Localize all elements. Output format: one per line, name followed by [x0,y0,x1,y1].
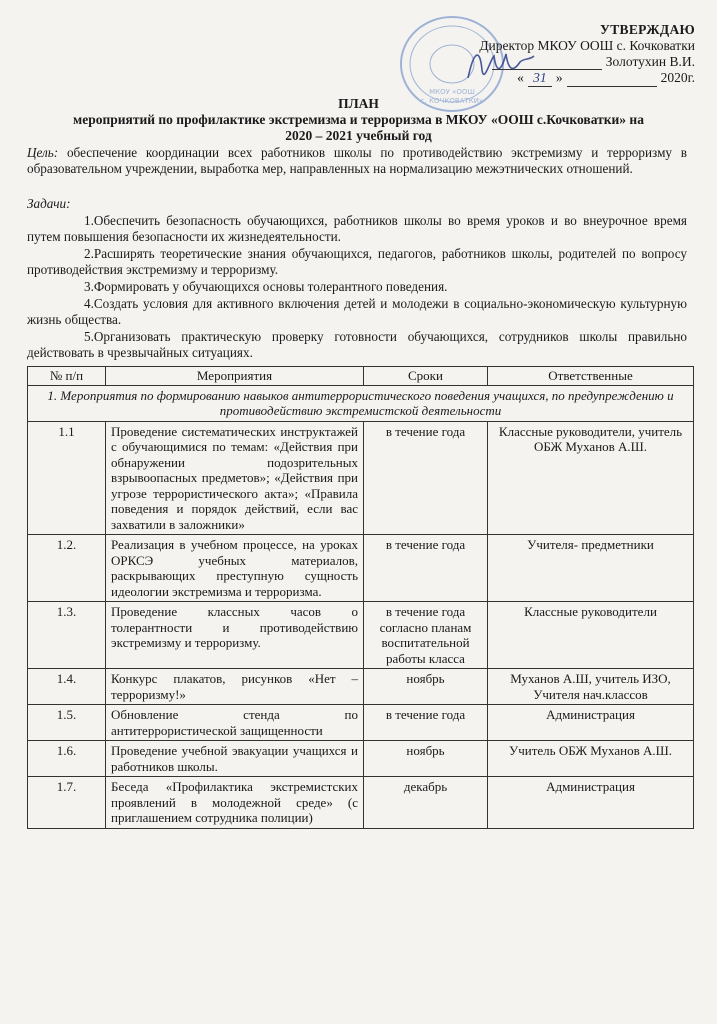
row-number: 1.4. [28,669,106,705]
date-close-quote: » [555,70,563,85]
row-date: декабрь [364,777,488,829]
plan-subtitle: мероприятий по профилактике экстремизма и терроризма в МКОУ «ООШ с.Кочковатки» на [73,112,644,127]
header-responsible: Ответственные [488,367,694,386]
row-responsible: Классные руководители, учитель ОБЖ Муханов А.Ш. [488,421,694,535]
row-activity: Проведение систематических инструктажей с обучающимися по темам: «Действия при обнаружении подозрительных взрывоопасных предметов»; «Действия при угрозе террористического акта»; «Правила поведения и порядок действий, если вас захватили в заложники» [106,421,364,535]
row-number: 1.3. [28,602,106,669]
header-activities: Мероприятия [106,367,364,386]
row-responsible: Классные руководители [488,602,694,669]
svg-text:МКОУ «ООШ: МКОУ «ООШ [429,88,475,96]
handwritten-signature [460,40,540,90]
row-number: 1.5. [28,705,106,741]
table-row [28,669,694,705]
row-responsible: Администрация [488,777,694,829]
plan-table [27,366,694,829]
task-item: 3.Формировать у обучающихся основы толерантного поведения. [84,279,448,294]
task-item: 2.Расширять теоретические знания обучающихся, педагогов, работников школы, родителей по вопросу противодействия экстремизму и терроризму. [27,246,687,277]
plan-year: 2020 – 2021 учебный год [285,128,432,143]
plan-title: ПЛАН [338,96,379,111]
table-row [28,421,694,535]
header-dates: Сроки [364,367,488,386]
row-date: в течение года [364,705,488,741]
row-number: 1.6. [28,741,106,777]
row-date: в течение года согласно планам воспитательной работы класса [364,602,488,669]
approval-position: Директор МКОУ ООШ с. Кочковатки [479,38,695,53]
row-responsible: Муханов А.Ш, учитель ИЗО, Учителя нач.классов [488,669,694,705]
row-date: в течение года [364,535,488,602]
row-activity: Конкурс плакатов, рисунков «Нет – терроризму!» [106,669,364,705]
section-row [28,385,694,421]
goal-paragraph [27,145,687,177]
task-item: 5.Организовать практическую проверку готовности обучающихся, сотрудников школы правильно действовать в чрезвычайных ситуациях. [27,329,687,360]
table-header-row [28,367,694,386]
table-row [28,602,694,669]
table-row [28,741,694,777]
row-activity: Обновление стенда по антитеррористической защищенности [106,705,364,741]
row-activity: Проведение классных часов о толерантности и противодействию экстремизму и терроризму. [106,602,364,669]
row-number: 1.1 [28,421,106,535]
row-activity: Беседа «Профилактика экстремистских проявлений в молодежной среде» (с приглашением сотрудника полиции) [106,777,364,829]
row-activity: Проведение учебной эвакуации учащихся и работников школы. [106,741,364,777]
row-responsible: Администрация [488,705,694,741]
row-date: в течение года [364,421,488,535]
header-number: № п/п [28,367,106,386]
row-number: 1.7. [28,777,106,829]
row-date: ноябрь [364,741,488,777]
goal-text: обеспечение координации всех работников школы по противодействию экстремизму и терроризму в образовательном учреждении, выработка мер, направленных на нормализацию межэтнических отношений. [27,145,687,176]
approval-title: УТВЕРЖДАЮ [600,22,695,37]
section-title: 1. Мероприятия по формированию навыков антитеррористического поведения учащихся, по предупреждению и противодействию экстремистской деятельности [28,385,694,421]
row-responsible: Учитель ОБЖ Муханов А.Ш. [488,741,694,777]
date-open-quote: « [517,70,524,85]
date-year: 2020г. [660,70,695,85]
table-row [28,777,694,829]
date-day: 31 [528,70,552,87]
goal-label: Цель: [27,145,59,160]
task-item: 1.Обеспечить безопасность обучающихся, работников школы во время уроков и во внеурочное время путем повышения безопасности их жизнедеятельности. [27,213,687,244]
svg-text:с. КОЧКОВАТКИ»: с. КОЧКОВАТКИ» [420,97,484,105]
table-row [28,535,694,602]
row-activity: Реализация в учебном процессе, на уроках ОРКСЭ учебных материалов, раскрывающих преступную сущность идеологии экстремизма и терроризма. [106,535,364,602]
row-date: ноябрь [364,669,488,705]
tasks-label: Задачи: [27,196,71,211]
table-row [28,705,694,741]
row-number: 1.2. [28,535,106,602]
row-responsible: Учителя- предметники [488,535,694,602]
date-month-blank [567,70,657,87]
approval-signer: Золотухин В.И. [605,54,695,69]
task-item: 4.Создать условия для активного включения детей и молодежи в социально-экономическую культурную жизнь общества. [27,296,687,327]
